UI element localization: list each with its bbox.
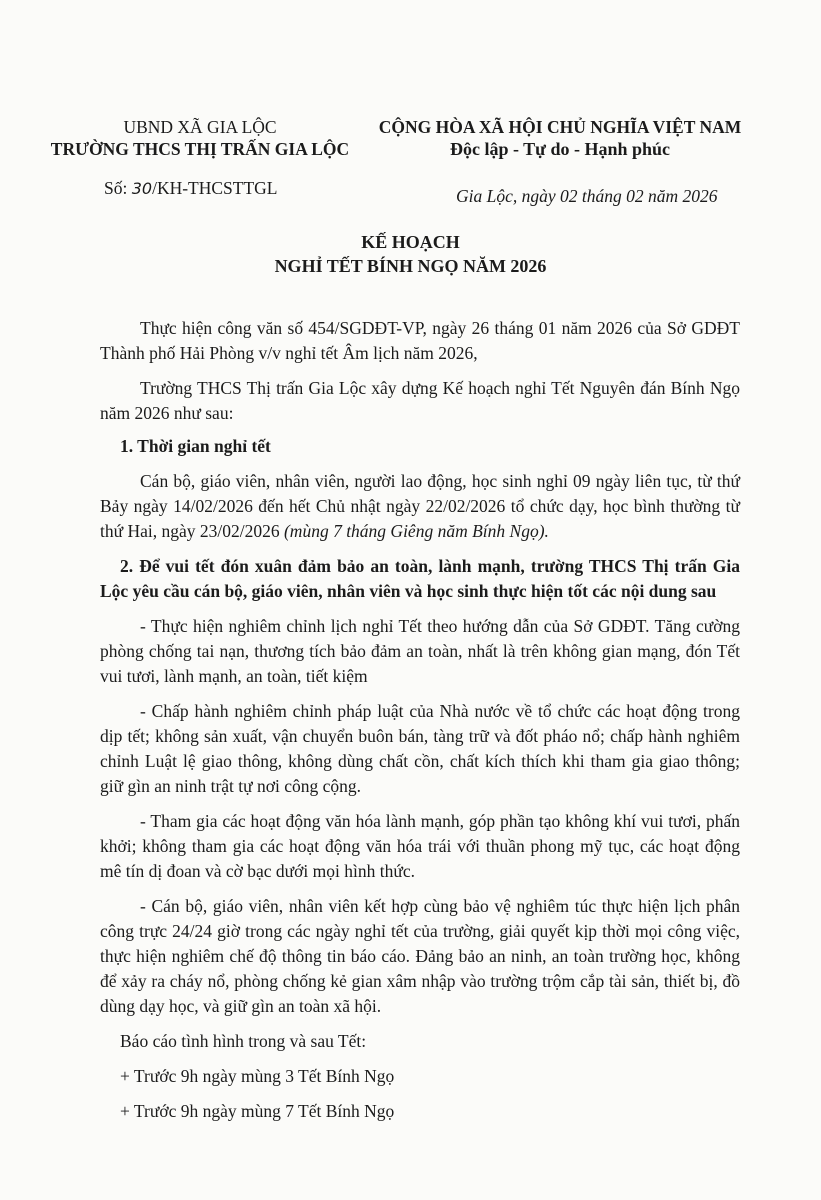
section-1-text [100,469,740,544]
issue-date: Gia Lộc, ngày 02 tháng 02 năm 2026 [456,186,718,206]
doc-number-prefix: Số: [104,178,128,198]
section-1-body: Cán bộ, giáo viên, nhân viên, người lao động, học sinh nghỉ 09 ngày liên tục, từ thứ Bảy ngày 14/02/2026 đến hết Chủ nhật ngày 22/02/2026 tổ chức dạy, học bình thường từ thứ Hai, ngày 23/02/2026 [100,471,740,541]
intro-paragraph-2: Trường THCS Thị trấn Gia Lộc xây dựng Kế hoạch nghỉ Tết Nguyên đán Bính Ngọ năm 2026 như sau: [100,378,740,423]
section-2-title: 2. Để vui tết đón xuân đảm bảo an toàn, lành mạnh, trường THCS Thị trấn Gia Lộc yêu cầu cán bộ, giáo viên, nhân viên và học sinh thực hiện tốt các nội dung sau [100,556,740,601]
national-heading [360,116,760,160]
document-number [104,178,278,199]
report-deadline: + Trước 9h ngày mùng 7 Tết Bính Ngọ [120,1101,395,1121]
document-body [100,316,740,1134]
school-name: TRƯỜNG THCS THỊ TRẤN GIA LỘC [50,139,350,159]
requirement-item: - Thực hiện nghiêm chỉnh lịch nghỉ Tết theo hướng dẫn của Sở GDĐT. Tăng cường phòng chống tai nạn, thương tích bảo đảm an toàn, nhất là trên không gian mạng, đón Tết vui tươi, lành mạnh, an toàn, tiết kiệm [100,616,740,686]
doc-number-handwritten: 30 [131,179,153,198]
doc-code: /KH-THCSTTGL [152,178,278,198]
agency-name: UBND XÃ GIA LỘC [123,117,277,137]
national-motto: Độc lập - Tự do - Hạnh phúc [449,139,671,159]
report-title: Báo cáo tình hình trong và sau Tết: [120,1031,367,1051]
requirement-item: - Chấp hành nghiêm chỉnh pháp luật của Nhà nước về tổ chức các hoạt động trong dịp tết; không sản xuất, vận chuyển buôn bán, tàng trữ và đốt pháo nổ; chấp hành nghiêm chỉnh Luật lệ giao thông, không dùng chất cồn, chất kích thích khi tham gia giao thông; giữ gìn an ninh trật tự nơi công cộng. [100,701,740,796]
section-1-title: 1. Thời gian nghỉ tết [120,436,271,456]
requirement-item: - Cán bộ, giáo viên, nhân viên kết hợp cùng bảo vệ nghiêm túc thực hiện lịch phân công trực 24/24 giờ trong các ngày nghỉ tết của trường, giải quyết kịp thời mọi công việc, thực hiện nghiêm chế độ thông tin báo cáo. Đảng bảo an ninh, an toàn trường học, không để xảy ra cháy nổ, phòng chống kẻ gian xâm nhập vào trường trộm cắp tài sản, thiết bị, đồ dùng dạy học, và giữ gìn an toàn xã hội. [100,896,740,1016]
intro-paragraph-1: Thực hiện công văn số 454/SGDĐT-VP, ngày 26 tháng 01 năm 2026 của Sở GDĐT Thành phố Hải Phòng v/v nghỉ tết Âm lịch năm 2026, [100,318,740,363]
section-1-lunar-note: (mùng 7 tháng Giêng năm Bính Ngọ). [283,521,549,541]
issuer-block [40,116,360,160]
document-type: KẾ HOẠCH [361,232,460,252]
document-title: NGHỈ TẾT BÍNH NGỌ NĂM 2026 [274,256,547,276]
report-deadline: + Trước 9h ngày mùng 3 Tết Bính Ngọ [120,1066,395,1086]
country-name: CỘNG HÒA XÃ HỘI CHỦ NGHĨA VIỆT NAM [378,117,742,137]
requirement-item: - Tham gia các hoạt động văn hóa lành mạnh, góp phần tạo không khí vui tươi, phấn khởi; không tham gia các hoạt động văn hóa trái với thuần phong mỹ tục, các hoạt động mê tín dị đoan và cờ bạc dưới mọi hình thức. [100,811,740,881]
